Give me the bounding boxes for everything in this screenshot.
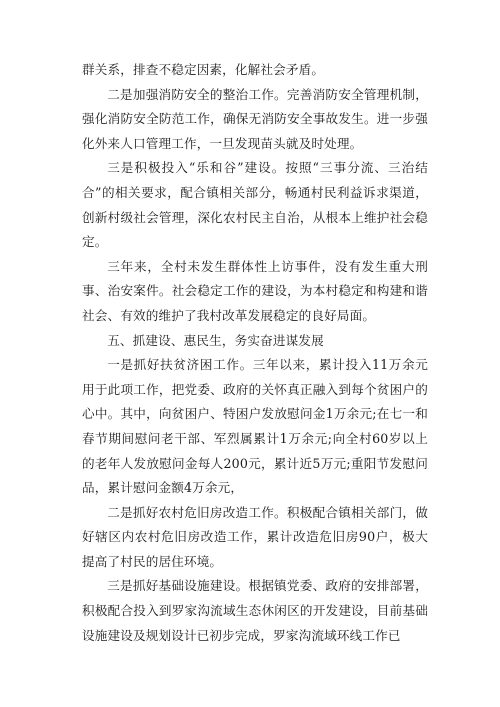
paragraph-3: 三是积极投入“乐和谷”建设。按照“三事分流、三治结合”的相关要求，配合镇相关部分，畅通村民利益诉求渠道，创新村级社会管理，深化农村民主自治，从根本上维护社会稳定。 (82, 160, 428, 250)
paragraph-6: 二是抓好农村危旧房改造工作。积极配合镇相关部门，做好辖区内农村危旧房改造工作，累计改造危旧房90户，极大提高了村民的居住环境。 (82, 504, 428, 569)
paragraph-1: 群关系，排查不稳定因素，化解社会矛盾。 (82, 62, 325, 77)
paragraph-2: 二是加强消防安全的整治工作。完善消防安全管理机制，强化消防安全防范工作，确保无消防安全事故发生。进一步强化外来人口管理工作，一旦发现苗头就及时处理。 (82, 86, 428, 151)
paragraph-5: 一是抓好扶贫济困工作。三年以来，累计投入11万余元用于此项工作，把党委、政府的关怀真正融入到每个贫困户的心中。其中，向贫困户、特困户发放慰问金1万余元;在七一和春节期间慰问老干部、军烈属累计1万余元;向全村60岁以上的老年人发放慰问金每人200元，累计近5万元;重阳节发慰问品，累计慰问金额4万余元， (82, 357, 428, 496)
document-body (82, 58, 428, 648)
section-heading: 五、抓建设、惠民生，务实奋进谋发展 (107, 332, 324, 348)
paragraph-4: 三年来，全村未发生群体性上访事件，没有发生重大刑事、治安案件。社会稳定工作的建设，为本村稳定和构建和谐社会、有效的维护了我村改革发展稳定的良好局面。 (82, 258, 428, 323)
paragraph-7: 三是抓好基础设施建设。根据镇党委、政府的安排部署，积极配合投入到罗家沟流域生态休闲区的开发建设，目前基础设施建设及规划设计已初步完成，罗家沟流域环线工作已 (82, 578, 428, 643)
